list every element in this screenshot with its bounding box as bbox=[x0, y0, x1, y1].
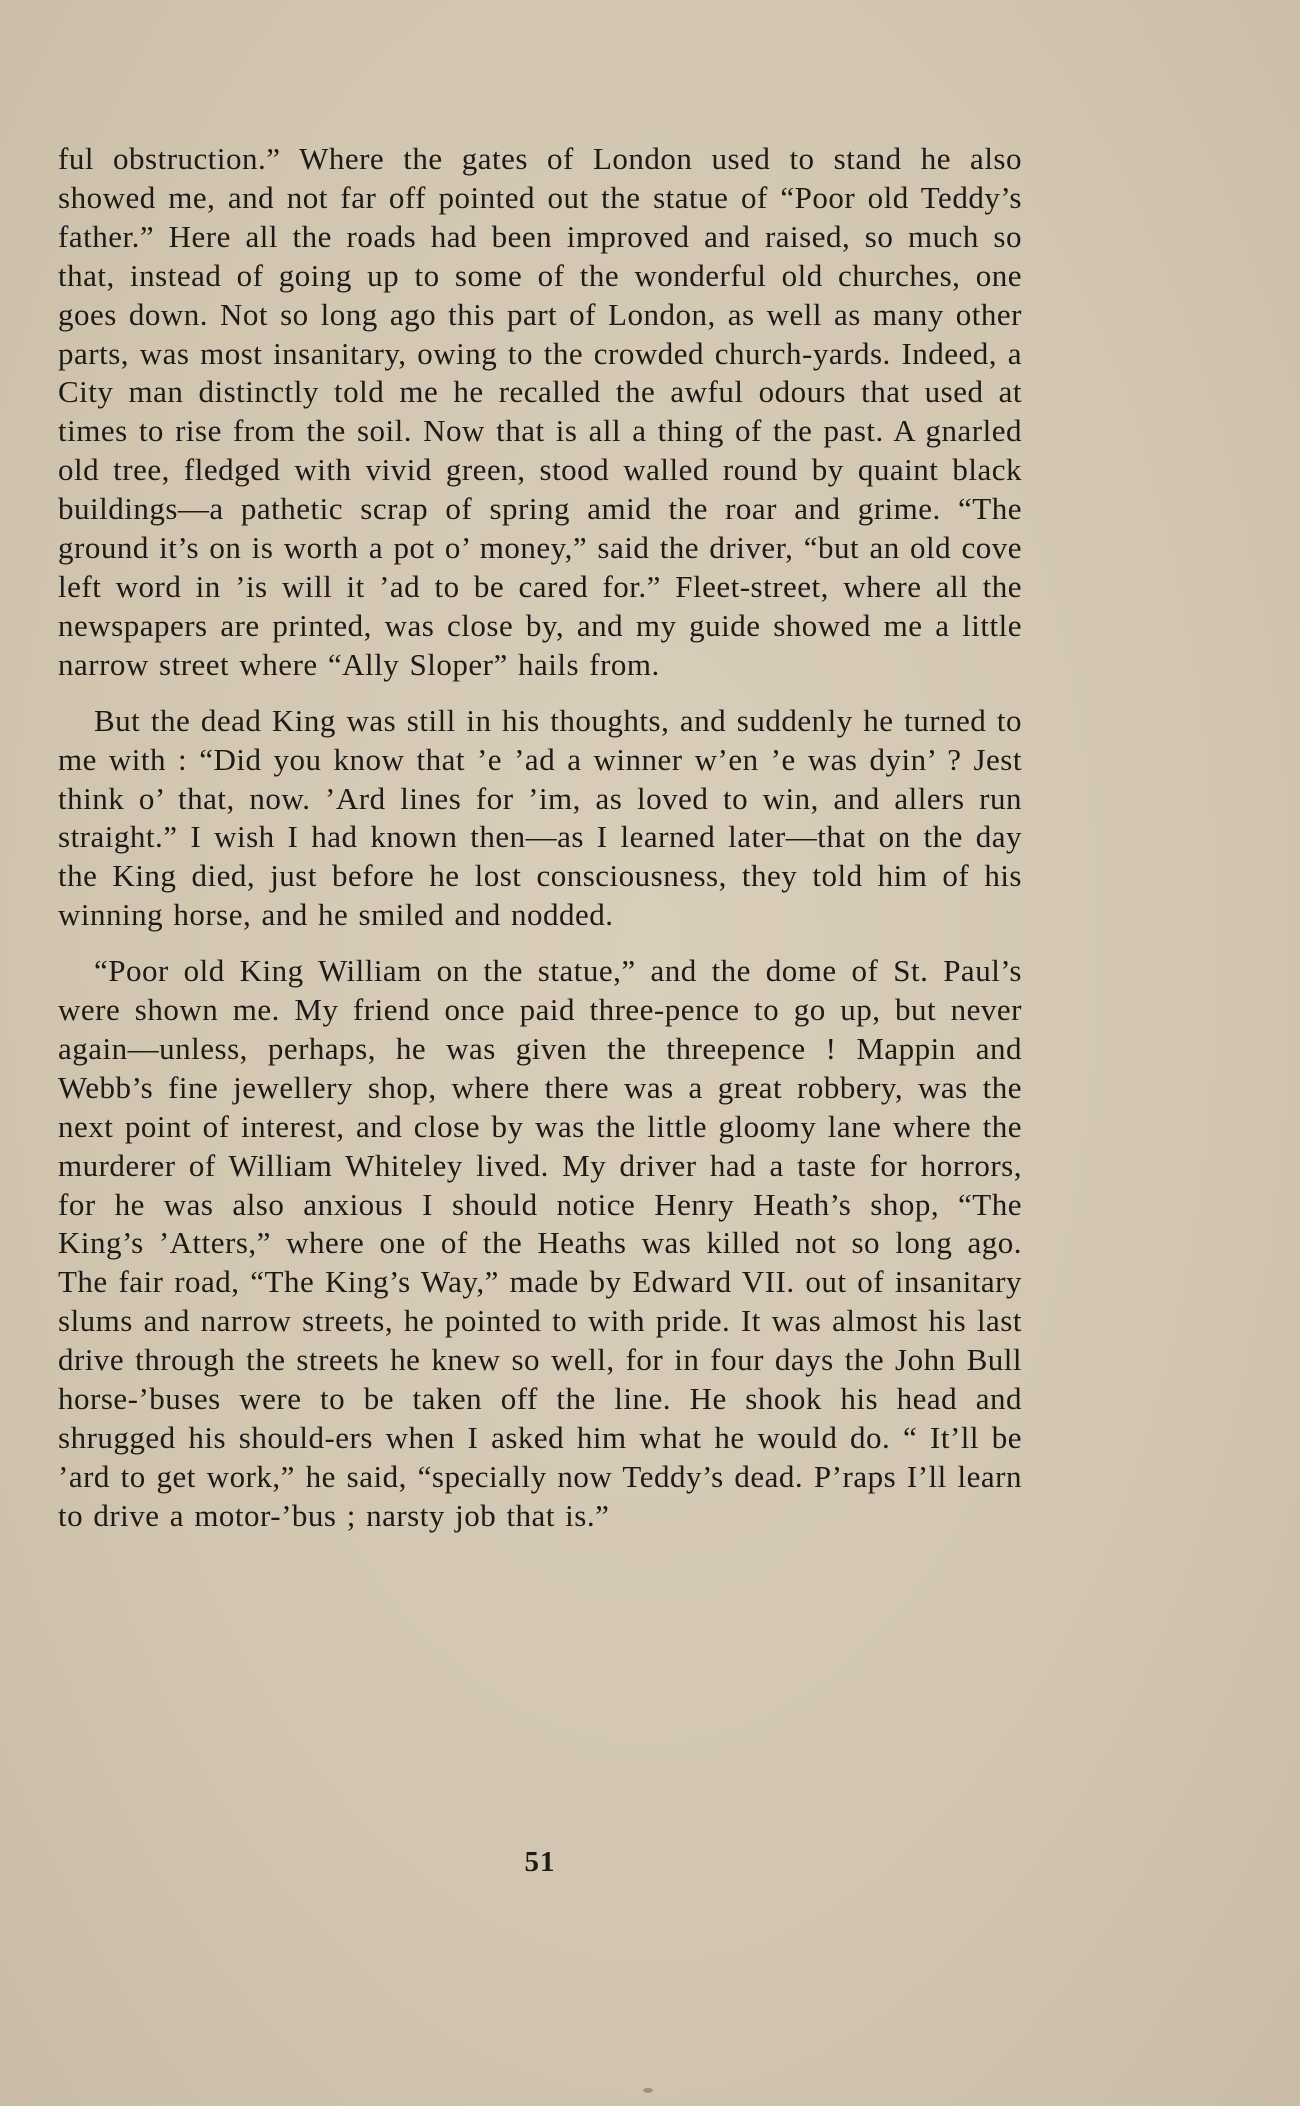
page-number: 51 bbox=[524, 1846, 556, 1878]
paragraph-3: “Poor old King William on the statue,” and the dome of St. Paul’s were shown me. My friend once paid three-pence to go up, but never again—unless, perhaps, he was given the threepence ! Mappin and Webb’s fine jewellery shop, where there was a great robbery, was the next point of interest, and close by was the little gloomy lane where the murderer of William Whiteley lived. My driver had a taste for horrors, for he was also anxious I should notice Henry Heath’s shop, “The King’s ’Atters,” where one of the Heaths was killed not so long ago. The fair road, “The King’s Way,” made by Edward VII. out of insanitary slums and narrow streets, he pointed to with pride. It was almost his last drive through the streets he knew so well, for in four days the John Bull horse-’buses were to be taken off the line. He shook his head and shrugged his should-ers when I asked him what he would do. “ It’ll be ’ard to get work,” he said, “specially now Teddy’s dead. P’raps I’ll learn to drive a motor-’bus ; narsty job that is.” bbox=[58, 953, 1022, 1533]
paragraph-1: ful obstruction.” Where the gates of London used to stand he also showed me, and not far off pointed out the statue of “Poor old Teddy’s father.” Here all the roads had been improved and raised, so much so that, instead of going up to some of the wonderful old churches, one goes down. Not so long ago this part of London, as well as many other parts, was most insanitary, owing to the crowded church-yards. Indeed, a City man distinctly told me he recalled the awful odours that used at times to rise from the soil. Now that is all a thing of the past. A gnarled old tree, fledged with vivid green, stood walled round by quaint black buildings—a pathetic scrap of spring amid the roar and grime. “The ground it’s on is worth a pot o’ money,” said the driver, “but an old cove left word in ’is will it ’ad to be cared for.” Fleet-street, where all the newspapers are printed, was close by, and my guide showed me a little narrow street where “Ally Sloper” hails from. bbox=[58, 141, 1022, 682]
paragraph-2: But the dead King was still in his thoughts, and suddenly he turned to me with : “Did you know that ’e ’ad a winner w’en ’e was dyin’ ? Jest think o’ that, now. ’Ard lines for ’im, as loved to win, and allers run straight.” I wish I had known then—as I learned later—that on the day the King died, just before he lost consciousness, they told him of his winning horse, and he smiled and nodded. bbox=[58, 702, 1022, 933]
paper-speck bbox=[643, 2088, 653, 2093]
page-body bbox=[58, 140, 1022, 1536]
